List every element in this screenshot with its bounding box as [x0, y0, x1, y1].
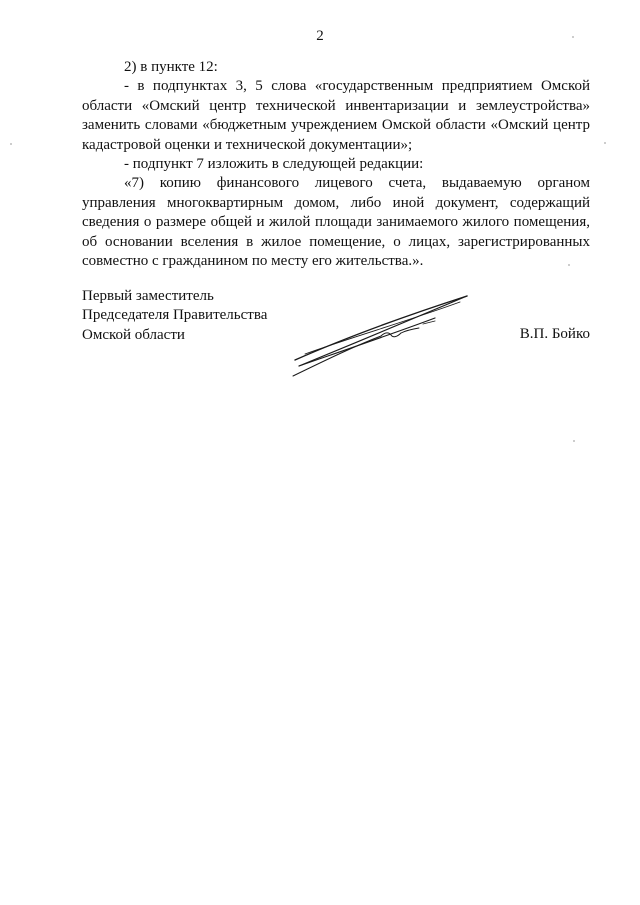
paragraph-subpoint-7-intro: - подпункт 7 изложить в следующей редакции:: [124, 156, 424, 173]
signer-position: [82, 287, 267, 345]
scan-speck: [572, 36, 574, 38]
scan-speck: [10, 143, 12, 145]
paragraph-subpoint-7-text: «7) копию финансового лицевого счета, выдаваемую органом управления многоквартирным домом, либо иной документ, содержащий сведения о размере общей и жилой площади занимаемого жилого помещения, об основании вселения в жилое помещение, о лицах, зарегистрированных совместно с гражданином по месту его жительства.».: [82, 175, 590, 270]
paragraph-point-12: 2) в пункте 12:: [124, 59, 218, 75]
signer-position-line: Омской области: [82, 326, 185, 343]
scan-speck: [568, 264, 570, 266]
scan-speck: [604, 142, 606, 144]
page-number: 2: [316, 28, 324, 44]
signer-name: В.П. Бойко: [519, 326, 590, 342]
scan-speck: [573, 440, 575, 442]
handwritten-signature: [285, 288, 475, 383]
signer-position-line: Первый заместитель: [82, 288, 214, 304]
document-body: [82, 58, 590, 271]
signer-position-line: Председателя Правительства: [82, 307, 268, 324]
paragraph-subpoints-3-5: - в подпунктах 3, 5 слова «государственным предприятием Омской области «Омский центр технической инвентаризации и землеустройства» заменить словами «бюджетным учреждением Омской области «Омский центр кадастровой оценки и технической документации»;: [82, 78, 590, 153]
